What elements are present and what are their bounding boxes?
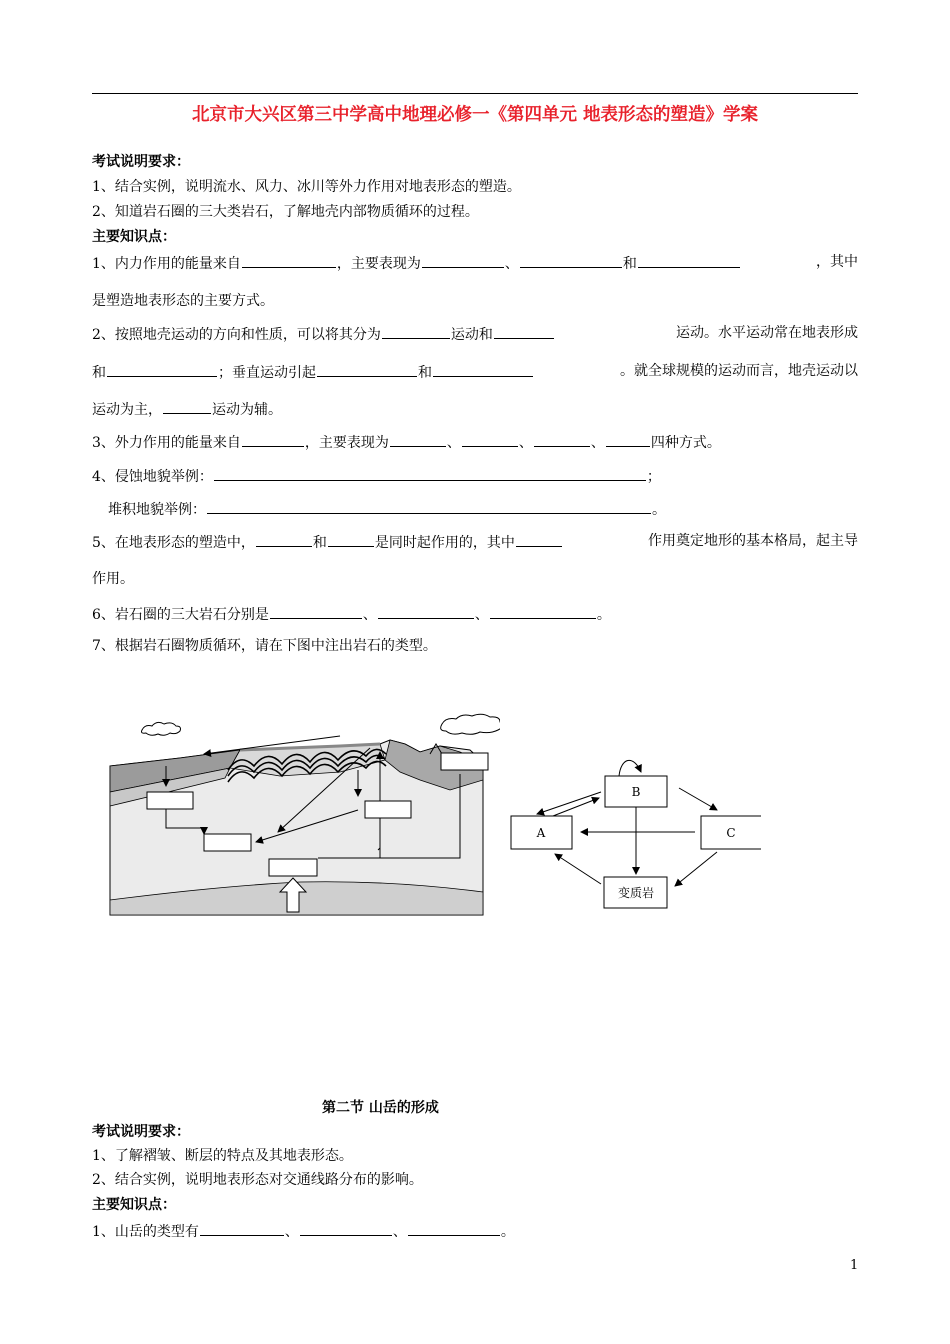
answer-blank[interactable] xyxy=(490,603,596,619)
question-1: 1、内力作用的能量来自 ，主要表现为 、 和 ，其中 xyxy=(92,254,858,272)
answer-blank[interactable] xyxy=(317,361,417,377)
section-2-requirement-2: 2、结合实例，说明地表形态对交通线路分布的影响。 xyxy=(92,1172,423,1188)
section-2-heading: 第二节 山岳的形成 xyxy=(322,1100,439,1116)
question-2: 2、按照地壳运动的方向和性质，可以将其分为 运动和 运动。水平运动常在地表形成 xyxy=(92,325,858,343)
rock-cycle-cross-section xyxy=(100,710,500,925)
rock-label-b: B xyxy=(631,785,641,799)
answer-blank[interactable] xyxy=(408,1220,500,1236)
document-title: 北京市大兴区第三中学高中地理必修一《第四单元 地表形态的塑造》学案 xyxy=(191,105,759,125)
answer-blank[interactable] xyxy=(207,498,651,514)
answer-blank[interactable] xyxy=(300,1220,392,1236)
question-3: 3、外力作用的能量来自 ，主要表现为 、 、 、 四种方式。 xyxy=(92,431,721,453)
answer-box[interactable] xyxy=(441,753,488,770)
requirement-2: 2、知道岩石圈的三大类岩石，了解地壳内部物质循环的过程。 xyxy=(92,204,479,220)
answer-blank[interactable] xyxy=(390,431,446,447)
answer-blank[interactable] xyxy=(534,431,590,447)
answer-blank[interactable] xyxy=(270,603,362,619)
question-1-continued: 是塑造地表形态的主要方式。 xyxy=(92,293,274,309)
answer-blank[interactable] xyxy=(433,361,533,377)
section-2-key-points-heading: 主要知识点： xyxy=(92,1197,176,1213)
question-2-line-3: 运动为主， 运动为辅。 xyxy=(92,398,282,420)
key-points-heading: 主要知识点： xyxy=(92,229,176,245)
cloud-icon xyxy=(441,714,500,734)
answer-blank[interactable] xyxy=(638,252,740,268)
answer-blank[interactable] xyxy=(328,531,374,547)
answer-box[interactable] xyxy=(269,859,317,876)
exam-requirements-heading: 考试说明要求： xyxy=(92,154,190,170)
answer-blank[interactable] xyxy=(107,361,217,377)
answer-blank[interactable] xyxy=(256,531,312,547)
answer-blank[interactable] xyxy=(200,1220,284,1236)
cloud-icon xyxy=(142,722,181,735)
rock-label-a: A xyxy=(536,826,546,840)
answer-box[interactable] xyxy=(365,801,411,818)
question-5-continued: 作用。 xyxy=(92,571,134,587)
answer-blank[interactable] xyxy=(378,603,474,619)
rock-cycle-diagram xyxy=(505,752,767,912)
answer-box[interactable] xyxy=(204,834,251,851)
question-4-deposition: 堆积地貌举例： 。 xyxy=(108,498,666,520)
question-7: 7、根据岩石圈物质循环，请在下图中注出岩石的类型。 xyxy=(92,638,437,654)
answer-blank[interactable] xyxy=(606,431,650,447)
question-2-line-2: 和 ；垂直运动引起 和 。就全球规模的运动而言，地壳运动以 xyxy=(92,363,858,381)
section-2-requirement-1: 1、了解褶皱、断层的特点及其地表形态。 xyxy=(92,1148,353,1164)
question-6: 6、岩石圈的三大岩石分别是 、 、 。 xyxy=(92,603,611,625)
answer-blank[interactable] xyxy=(494,323,554,339)
rock-label-c: C xyxy=(726,826,736,840)
requirement-1: 1、结合实例，说明流水、风力、冰川等外力作用对地表形态的塑造。 xyxy=(92,179,521,195)
section-2-question-1: 1、山岳的类型有 、 、 。 xyxy=(92,1220,515,1242)
page-number: 1 xyxy=(850,1258,859,1273)
answer-blank[interactable] xyxy=(516,531,562,547)
question-4-erosion: 4、侵蚀地貌举例： ； xyxy=(92,465,661,487)
answer-blank[interactable] xyxy=(214,465,646,481)
answer-blank[interactable] xyxy=(242,431,304,447)
section-2-requirements-heading: 考试说明要求： xyxy=(92,1124,190,1140)
answer-blank[interactable] xyxy=(163,398,211,414)
answer-blank[interactable] xyxy=(462,431,518,447)
rock-label-metamorphic: 变质岩 xyxy=(617,886,655,900)
header-rule xyxy=(92,93,858,94)
answer-blank[interactable] xyxy=(520,252,622,268)
question-5: 5、在地表形态的塑造中， 和 是同时起作用的，其中 作用奠定地形的基本格局，起主导 xyxy=(92,533,858,551)
answer-blank[interactable] xyxy=(242,252,336,268)
answer-blank[interactable] xyxy=(422,252,504,268)
answer-box[interactable] xyxy=(147,792,193,809)
answer-blank[interactable] xyxy=(382,323,450,339)
